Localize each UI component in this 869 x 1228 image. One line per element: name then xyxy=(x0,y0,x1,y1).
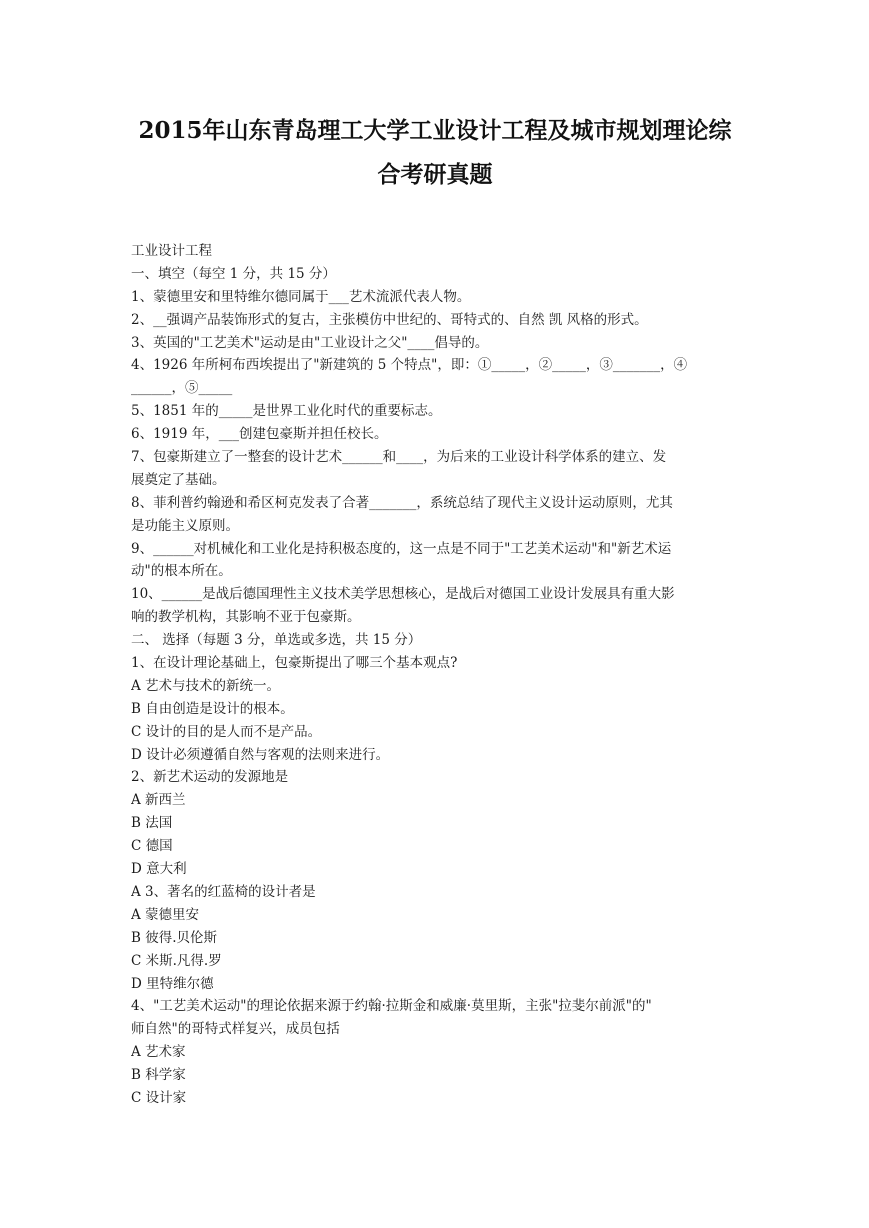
text-line: 4、"工艺美术运动"的理论依据来源于约翰·拉斯金和威廉·莫里斯，主张"拉斐尔前派"的" xyxy=(131,998,652,1015)
text-line: 1、蒙德里安和里特维尔德同属于___艺术流派代表人物。 xyxy=(131,288,471,305)
text-line: C 德国 xyxy=(131,838,173,855)
text-line: B 法国 xyxy=(131,815,173,832)
text-line: D 里特维尔德 xyxy=(131,975,214,992)
text-line: 3、英国的"工艺美术"运动是由"工业设计之父"____倡导的。 xyxy=(131,334,489,351)
text-line: 一、填空（每空 1 分，共 15 分） xyxy=(131,265,336,282)
text-line: 动"的根本所在。 xyxy=(131,563,232,580)
text-line: A 蒙德里安 xyxy=(131,906,200,923)
text-line: B 科学家 xyxy=(131,1067,186,1084)
document-body xyxy=(131,240,741,1110)
text-line: 工业设计工程 xyxy=(131,243,212,259)
text-line: 8、菲利普约翰逊和希区柯克发表了合著_______，系统总结了现代主义设计运动原则，尤其 xyxy=(131,494,673,511)
text-line: 5、1851 年的_____是世界工业化时代的重要标志。 xyxy=(131,403,442,420)
text-line: D 意大利 xyxy=(131,861,187,878)
document-title-line-2: 合考研真题 xyxy=(377,161,493,188)
text-line: 是功能主义原则。 xyxy=(131,517,239,534)
text-line: C 米斯.凡得.罗 xyxy=(131,952,222,969)
text-line: C 设计家 xyxy=(131,1089,187,1106)
text-line: C 设计的目的是人而不是产品。 xyxy=(131,723,322,740)
text-line: 1、在设计理论基础上，包豪斯提出了哪三个基本观点? xyxy=(131,655,458,672)
text-line: 师自然"的哥特式样复兴，成员包括 xyxy=(131,1021,340,1038)
text-line: A 3、著名的红蓝椅的设计者是 xyxy=(131,883,316,900)
text-line: 7、包豪斯建立了一整套的设计艺术______和____，为后来的工业设计科学体系的建立、发 xyxy=(131,449,667,466)
text-line: 6、1919 年，___创建包豪斯并担任校长。 xyxy=(131,426,388,443)
text-line: B 自由创造是设计的根本。 xyxy=(131,700,294,717)
text-line: A 新西兰 xyxy=(131,792,186,809)
text-line: 4、1926 年所柯布西埃提出了"新建筑的 5 个特点"，即：①_____，②_____，③_______，④ xyxy=(131,357,688,374)
text-line: 二、 选择（每题 3 分，单选或多选，共 15 分） xyxy=(131,632,422,649)
text-line: ______，⑤_____ xyxy=(131,380,233,397)
document-title-line-1: 2015年山东青岛理工大学工业设计工程及城市规划理论综 xyxy=(138,117,732,144)
text-line: 10、______是战后德国理性主义技术美学思想核心，是战后对德国工业设计发展具有重大影 xyxy=(131,586,675,603)
text-line: 展奠定了基础。 xyxy=(131,471,226,488)
text-line: 2、__强调产品装饰形式的复古，主张模仿中世纪的、哥特式的、自然 凯 风格的形式。 xyxy=(131,311,648,328)
text-line: A 艺术家 xyxy=(131,1044,186,1061)
text-line: 2、新艺术运动的发源地是 xyxy=(131,769,289,786)
text-line: B 彼得.贝伦斯 xyxy=(131,929,218,946)
text-line: 响的教学机构，其影响不亚于包豪斯。 xyxy=(131,609,361,626)
text-line: D 设计必须遵循自然与客观的法则来进行。 xyxy=(131,746,390,763)
text-line: 9、______对机械化和工业化是持积极态度的，这一点是不同于"工艺美术运动"和"新艺术运 xyxy=(131,540,672,557)
text-line: A 艺术与技术的新统一。 xyxy=(131,677,281,694)
